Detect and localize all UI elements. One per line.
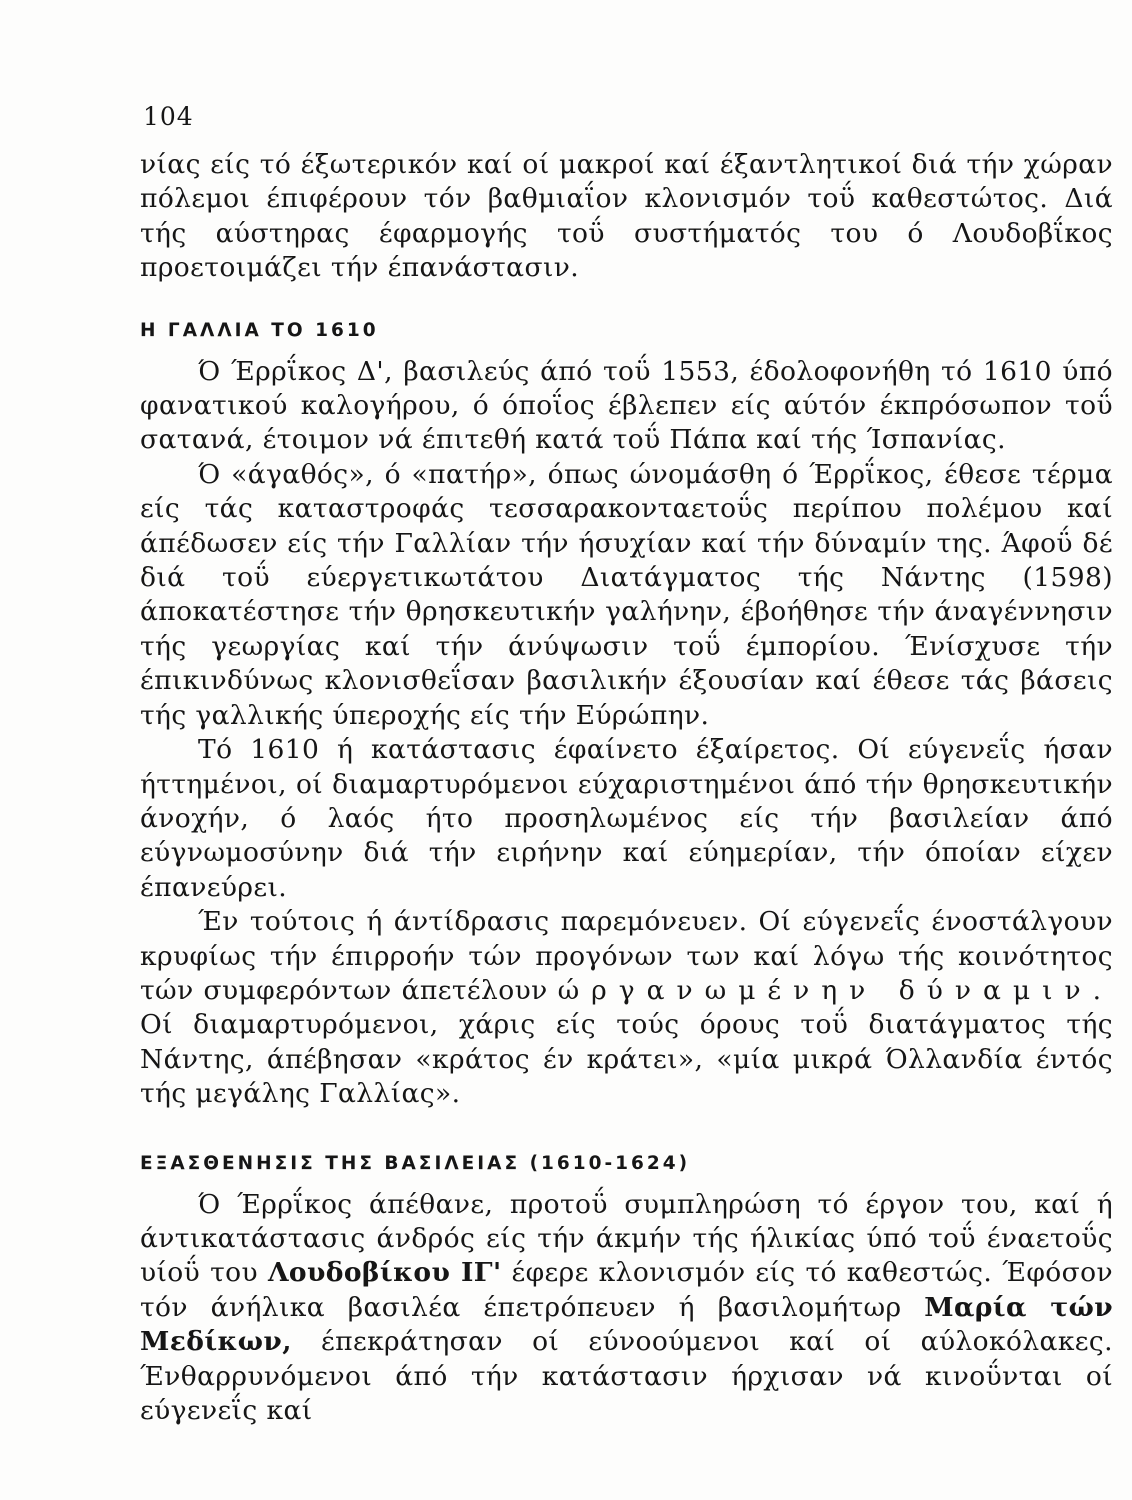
paragraph-reaction	[140, 905, 1113, 1111]
paragraph-good-king: Ό «άγαθός», ό «πατήρ», όπως ώνομάσθη ό Έρρΐκος, έθεσε τέρμα είς τάς καταστροφάς τεσσαρακονταετοΰς περίπου πολέμου καί άπέδωσεν είς τήν Γαλλίαν τήν ήσυχίαν καί τήν δύναμίν της. Άφοΰ δέ διά τοΰ εύεργετικωτάτου Διατάγματος τής Νάντης (1598) άποκατέστησε τήν θρησκευτικήν γαλήνην, έβοήθησε τήν άναγέννησιν τής γεωργίας καί τήν άνύψωσιν τοΰ έμπορίου. Ένίσχυσε τήν έπικινδύνως κλονισθεΐσαν βασιλικήν έξουσίαν καί έθεσε τάς βάσεις τής γαλλικής ύπεροχής είς τήν Εύρώπην.	[140, 458, 1113, 731]
reaction-text-before: Έν τούτοις ή άντίδρασις παρεμόνευεν. Οί εύγενεΐς ένοστάλγουν κρυφίως τήν έπιρροήν τών προγόνων των καί λόγω τής κοινότητος τών συμφερόντων άπετέλουν	[140, 906, 1113, 1006]
paragraph-henry-iv-assassination: Ό Έρρΐκος Δ', βασιλεύς άπό τοΰ 1553, έδολοφονήθη τό 1610 ύπό φανατικού καλογήρου, ό όποΐος έβλεπεν είς αύτόν έκπρόσωπον τοΰ σατανά, έτοιμον νά έπιτεθή κατά τοΰ Πάπα καί τής Ίσπανίας.	[140, 355, 1113, 456]
section-heading-weakening-monarchy: ΕΞΑΣΘΕΝΗΣΙΣ ΤΗΣ ΒΑΣΙΛΕΙΑΣ (1610-1624)	[140, 1152, 691, 1174]
paragraph-situation-1610: Τό 1610 ή κατάστασις έφαίνετο έξαίρετος. Οί εύγενεΐς ήσαν ήττημένοι, οί διαμαρτυρόμενοι εύχαριστημένοι άπό τήν θρησκευτικήν άνοχήν, ό λαός ήτο προσηλωμένος είς τήν βασιλείαν άπό εύγνωμοσύνην διά τήν ειρήνην καί εύημερίαν, τήν όποίαν είχεν έπανεύρει.	[140, 734, 1113, 903]
reaction-text-after: Οί διαμαρτυρόμενοι, χάρις είς τούς όρους τοΰ διατάγματος τής Νάντης, άπέβησαν «κράτος έν κράτει», «μία μικρά Όλλανδία έντός τής μεγάλης Γαλλίας».	[140, 1009, 1113, 1110]
emphasized-phrase: ώργανωμένην δύναμιν.	[557, 974, 1114, 1006]
regency-text-after: έπεκράτησαν οί εύνοούμενοι καί οί αύλοκόλακες. Ένθαρρυνόμενοι άπό τήν κατάστασιν ήρχισαν νά κινοΰνται οί εύγενεΐς καί	[140, 1326, 1113, 1426]
page-content	[140, 148, 1113, 1428]
regency-text-middle: έφερε κλονισμόν είς τό καθεστώς. Έφόσον τόν άνήλικα βασιλέα έπετρόπευεν ή βασιλομήτωρ	[140, 1257, 1114, 1323]
name-louis-xiii: Λουδοβίκου ΙΓ'	[267, 1257, 502, 1289]
section-heading-france-1610: Η ΓΑΛΛΙΑ ΤΟ 1610	[140, 319, 379, 341]
page-number: 104	[143, 102, 194, 131]
regency-text-before: Ό Έρρΐκος άπέθανε, προτοΰ συμπληρώση τό έργον του, καί ή άντικατάστασις άνδρός είς τήν άκμήν τής ήλικίας ύπό τοΰ έναετοΰς υίοΰ του	[140, 1188, 1113, 1289]
intro-paragraph: νίας είς τό έξωτερικόν καί οί μακροί καί έξαντλητικοί διά τήν χώραν πόλεμοι έπιφέρουν τόν βαθμιαΐον κλονισμόν τοΰ καθεστώτος. Διά τής αύστηρας έφαρμογής τοΰ συστήματός του ό Λουδοβΐκος προετοιμάζει τήν έπανάστασιν.	[140, 149, 1113, 284]
paragraph-regency	[140, 1188, 1113, 1429]
name-marie-de-medici: Μαρία τών Μεδίκων,	[140, 1291, 1114, 1358]
